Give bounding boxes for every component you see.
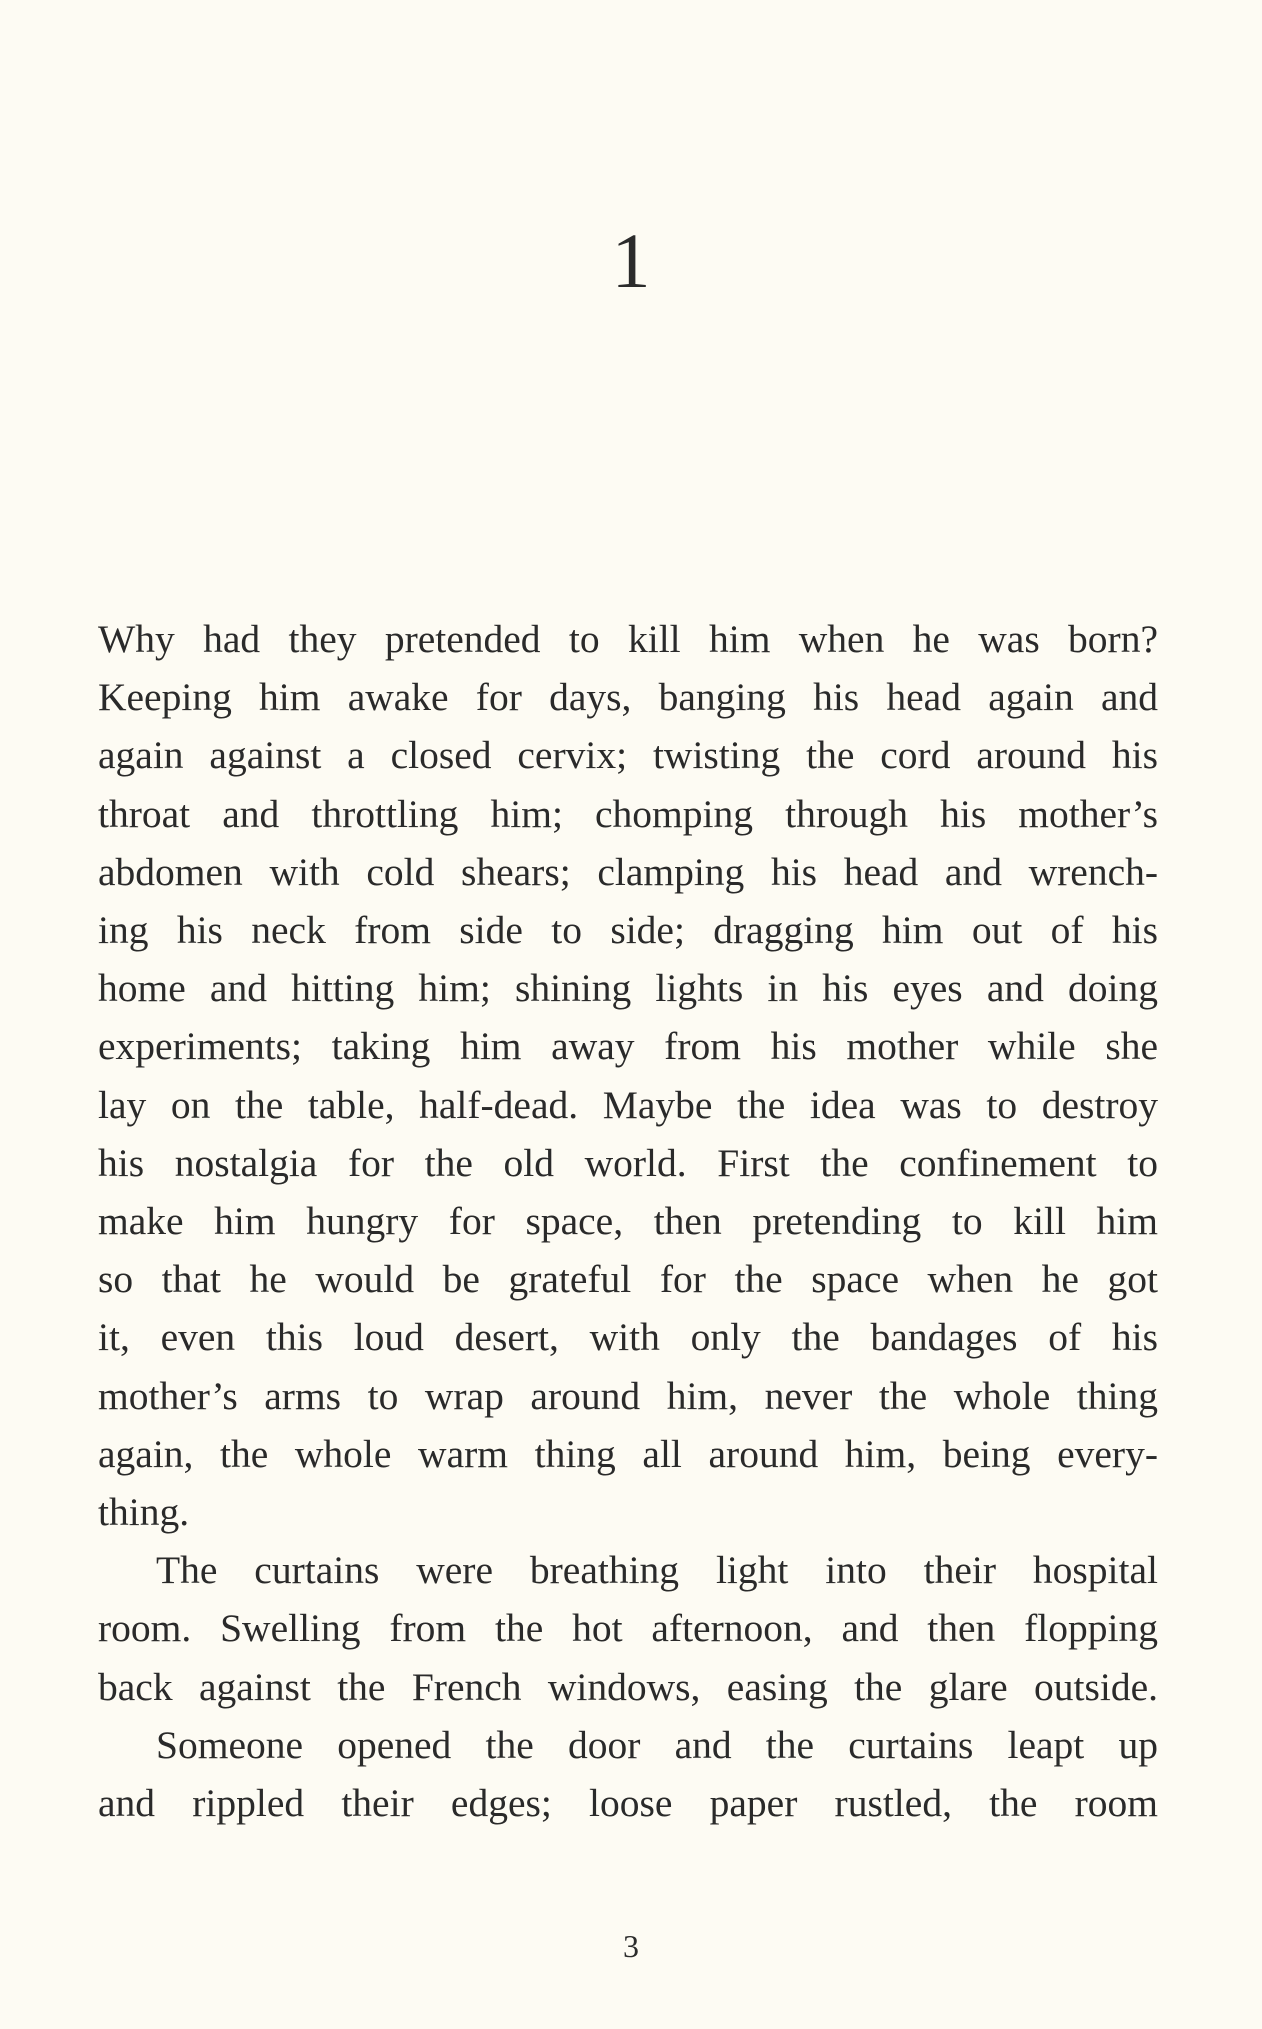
text-line: lay on the table, half-dead. Maybe the idea was to destroy [98, 1082, 1158, 1127]
text-line: abdomen with cold shears; clamping his head and wrench- [98, 849, 1158, 894]
text-line: his nostalgia for the old world. First the confinement to [98, 1140, 1158, 1185]
chapter-number: 1 [611, 217, 651, 304]
text-line: so that he would be grateful for the space when he got [98, 1257, 1158, 1302]
text-line: room. Swelling from the hot afternoon, and then flopping [98, 1606, 1158, 1651]
text-line: The curtains were breathing light into their hospital [156, 1548, 1158, 1593]
text-line: Someone opened the door and the curtains leapt up [156, 1722, 1158, 1767]
page-number: 3 [623, 1928, 639, 1964]
text-line: make him hungry for space, then pretending to kill him [98, 1199, 1158, 1244]
text-line: back against the French windows, easing the glare outside. [98, 1664, 1158, 1709]
text-line: home and hitting him; shining lights in his eyes and doing [98, 966, 1158, 1011]
text-line: throat and throttling him; chomping through his mother’s [98, 791, 1158, 836]
text-line: mother’s arms to wrap around him, never the whole thing [98, 1373, 1158, 1418]
text-line: ing his neck from side to side; dragging him out of his [98, 908, 1158, 953]
text-line: and rippled their edges; loose paper rustled, the room [98, 1781, 1158, 1826]
text-line: thing. [98, 1490, 190, 1535]
body-text [98, 610, 1158, 1832]
text-line: it, even this loud desert, with only the bandages of his [98, 1315, 1158, 1360]
text-line: again, the whole warm thing all around him, being every- [98, 1431, 1158, 1476]
text-line: Why had they pretended to kill him when he was born? [98, 617, 1158, 661]
text-line: again against a closed cervix; twisting the cord around his [98, 733, 1158, 778]
text-line: Keeping him awake for days, banging his head again and [98, 675, 1158, 720]
text-line: experiments; taking him away from his mother while she [98, 1024, 1158, 1069]
